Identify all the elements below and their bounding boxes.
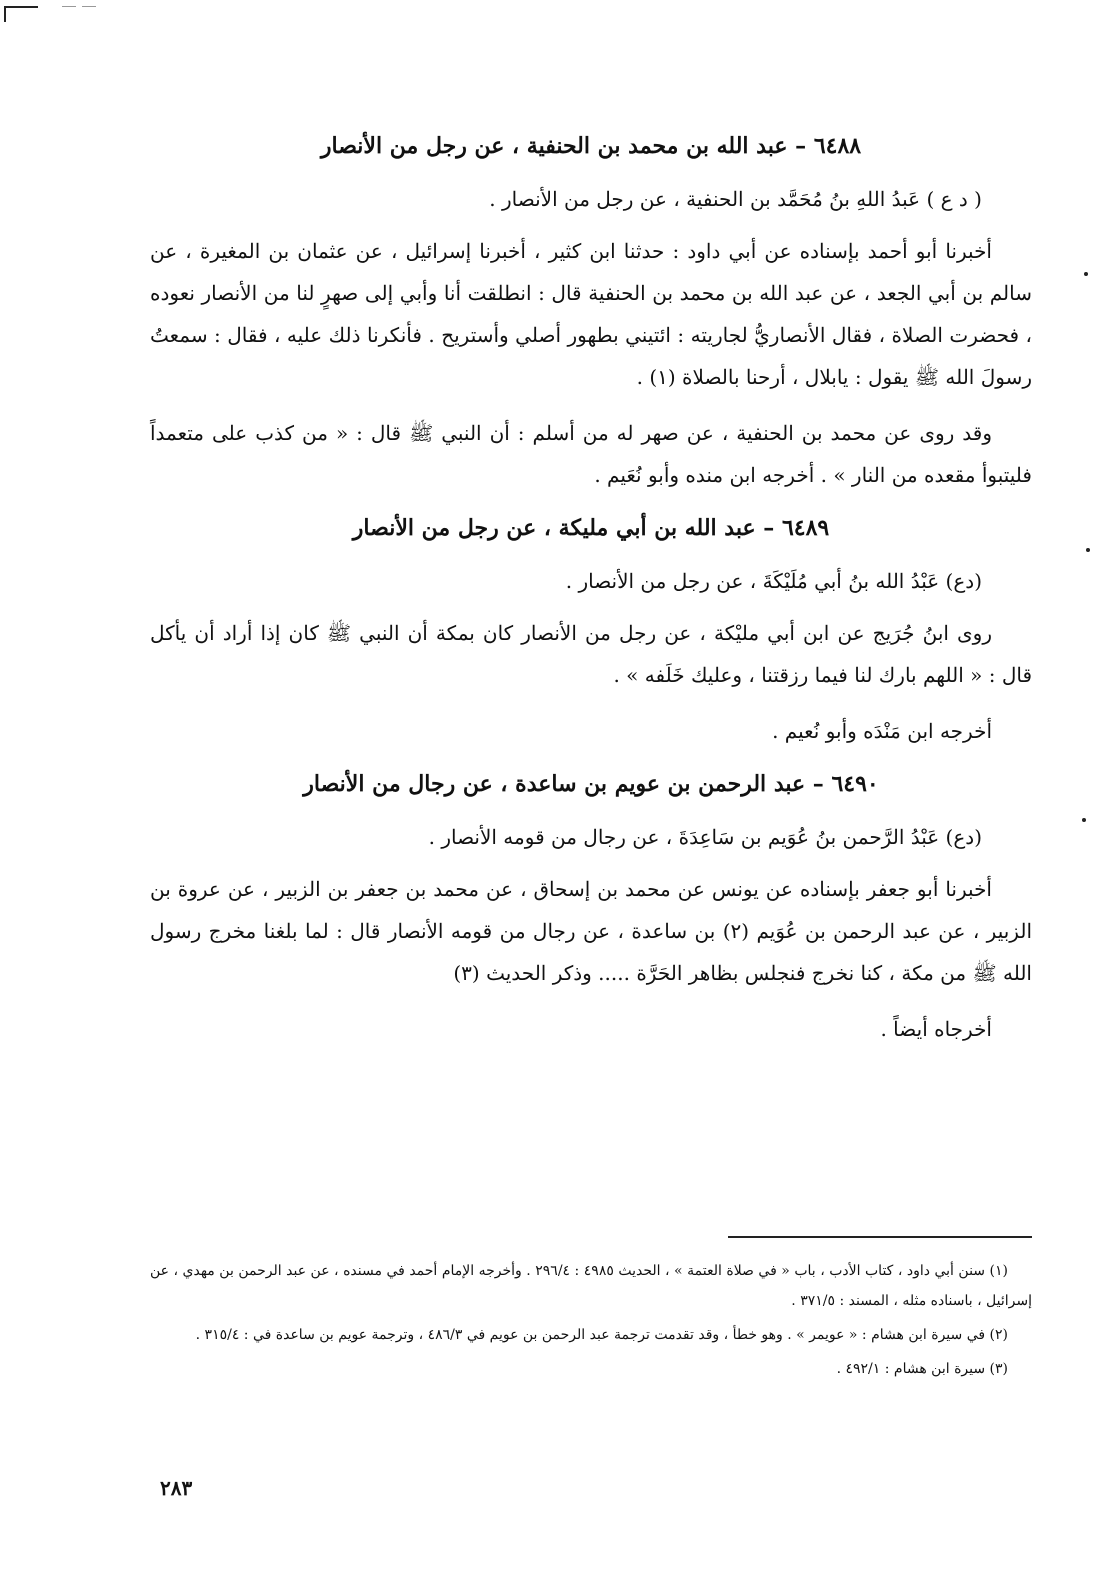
- entry-paragraph: أخبرنا أبو جعفر بإسناده عن يونس عن محمد بن إسحاق ، عن محمد بن جعفر بن الزبير ، عن عروة بن الزبير ، عن عبد الرحمن بن عُوَيم (٢) بن ساعدة ، عن رجال من قومه الأنصار قال : لما بلغنا مخرج رسول الله ﷺ من مكة ، كنا نخرج فنجلس بظاهر الحَرَّة ..... وذكر الحديث (٣): [150, 877, 1032, 985]
- entry-6489: [150, 510, 1032, 752]
- scan-dash-mark: [82, 6, 96, 7]
- entry-paragraph: أخبرنا أبو أحمد بإسناده عن أبي داود : حدثنا ابن كثير ، أخبرنا إسرائيل ، عن عثمان بن المغيرة ، عن سالم بن أبي الجعد ، عن عبد الله بن محمد بن الحنفية قال : انطلقت أنا وأبي إلى صهرٍ لنا من الأنصار نعوده ، فحضرت الصلاة ، فقال الأنصاريُّ لجاريته : ائتيني بطهور أصلي وأستريح . فأنكرنا ذلك عليه ، فقال : سمعتُ رسولَ الله ﷺ يقول : يابلال ، أرحنا بالصلاة (١) .: [150, 239, 1032, 389]
- entry-subtitle: (دع) عَبْدُ الله بنُ أبي مُلَيْكَةَ ، عن رجل من الأنصار .: [565, 569, 982, 593]
- scan-corner-mark: [4, 6, 38, 22]
- scan-dot: [1084, 272, 1088, 276]
- entry-subtitle: (دع) عَبْدُ الرَّحمن بنُ عُوَيم بن سَاعِدَةَ ، عن رجال من قومه الأنصار .: [428, 825, 982, 849]
- footnote-divider: [728, 1236, 1032, 1238]
- entry-subtitle: ( د ع ) عَبدُ اللهِ بنُ مُحَمَّد بن الحنفية ، عن رجل من الأنصار .: [489, 187, 982, 211]
- scan-dot: [1082, 818, 1086, 822]
- entry-heading: ٦٤٨٨ – عبد الله بن محمد بن الحنفية ، عن رجل من الأنصار: [320, 133, 862, 159]
- footnote: (٢) في سيرة ابن هشام : « عويمر » . وهو خطأ ، وقد تقدمت ترجمة عبد الرحمن بن عويم في ٤٨٦/٣ ، وترجمة عويم بن ساعدة في : ٣١٥/٤ .: [195, 1327, 1008, 1343]
- entry-paragraph: أخرجاه أيضاً .: [880, 1017, 992, 1041]
- footnote: (١) سنن أبي داود ، كتاب الأدب ، باب « في صلاة العتمة » ، الحديث ٤٩٨٥ : ٢٩٦/٤ . وأخرجه الإمام أحمد في مسنده ، عن عبد الرحمن بن مهدي ، عن إسرائيل ، باسناده مثله ، المسند : ٣٧١/٥ .: [150, 1263, 1032, 1309]
- page-number: ٢٨٣: [160, 1476, 193, 1500]
- page-body: [150, 128, 1032, 1064]
- footnote: (٣) سيرة ابن هشام : ٤٩٢/١ .: [836, 1361, 1008, 1377]
- entry-paragraph: وقد روى عن محمد بن الحنفية ، عن صهر له من أسلم : أن النبي ﷺ قال : « من كذب على متعمداً فليتبوأ مقعده من النار » . أخرجه ابن منده وأبو نُعَيم .: [150, 421, 1032, 487]
- scan-dot: [1086, 548, 1090, 552]
- entry-heading: ٦٤٨٩ – عبد الله بن أبي مليكة ، عن رجل من الأنصار: [352, 515, 830, 541]
- footnotes: [150, 1256, 1032, 1388]
- entry-paragraph: روى ابنُ جُرَيج عن ابن أبي مليْكة ، عن رجل من الأنصار كان بمكة أن النبي ﷺ كان إذا أراد أن يأكل قال : « اللهم بارك لنا فيما رزقتنا ، وعليك خَلَفه » .: [150, 621, 1032, 687]
- entry-paragraph: أخرجه ابن مَنْدَه وأبو نُعيم .: [772, 719, 992, 743]
- entry-heading: ٦٤٩٠ – عبد الرحمن بن عويم بن ساعدة ، عن رجال من الأنصار: [303, 771, 879, 797]
- entry-6490: [150, 766, 1032, 1050]
- scan-dash-mark: [62, 6, 76, 7]
- entry-6488: [150, 128, 1032, 496]
